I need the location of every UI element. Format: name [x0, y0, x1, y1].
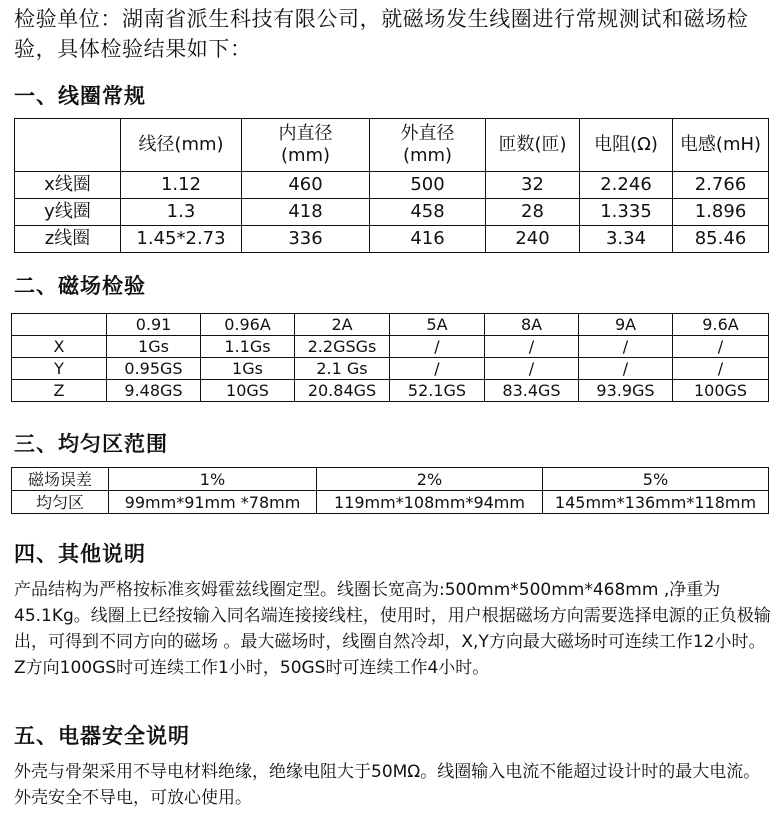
table-cell: 外直径 (mm)	[370, 119, 486, 172]
table-cell: 电阻(Ω)	[580, 119, 673, 172]
table-cell: 匝数(匝)	[486, 119, 580, 172]
table-cell: Y	[12, 358, 107, 380]
table-cell: 3.34	[580, 226, 673, 253]
table-cell: 93.9GS	[579, 380, 673, 402]
table-cell: Z	[12, 380, 107, 402]
table-cell: 9.6A	[673, 314, 769, 336]
table-cell: 内直径 (mm)	[242, 119, 370, 172]
table-cell: 8A	[485, 314, 579, 336]
table-cell: 240	[486, 226, 580, 253]
table-cell	[15, 119, 121, 172]
table-cell: 85.46	[673, 226, 769, 253]
table-cell: 均匀区	[12, 491, 109, 514]
table-cell: 336	[242, 226, 370, 253]
table-cell: 2%	[317, 468, 543, 491]
table-row	[12, 336, 769, 358]
section3-title: 三、均匀区范围	[14, 432, 168, 456]
table-row	[12, 380, 769, 402]
section5-text: 外壳与骨架采用不导电材料绝缘，绝缘电阻大于50MΩ。线圈输入电流不能超过设计时的最大电流。外壳安全不导电，可放心使用。	[14, 762, 761, 808]
section4-text: 产品结构为严格按标准亥姆霍兹线圈定型。线圈长宽高为:500mm*500mm*468mm ,净重为45.1Kg。线圈上已经按输入同名端连接接线柱，使用时，用户根据磁场方向需要选择电源的正负极输出，可得到不同方向的磁场 。最大磁场时，线圈自然冷却，X,Y方向最大磁场时可连续工作12小时。Z方向100GS时可连续工作1小时，50GS时可连续工作4小时。	[14, 580, 771, 678]
table-cell: 32	[486, 172, 580, 199]
table-header-row	[15, 119, 769, 172]
table-cell: 1.3	[121, 199, 242, 226]
table-cell: y线圈	[15, 199, 121, 226]
table-cell: 500	[370, 172, 486, 199]
section5-title: 五、电器安全说明	[14, 724, 190, 748]
table-row	[12, 491, 769, 514]
table-cell: /	[390, 336, 485, 358]
table-cell: /	[485, 358, 579, 380]
table-cell: 5%	[543, 468, 769, 491]
table-cell: 线径(mm)	[121, 119, 242, 172]
table-cell: z线圈	[15, 226, 121, 253]
table-cell: 10GS	[201, 380, 295, 402]
table-cell: 5A	[390, 314, 485, 336]
table-cell: 2A	[295, 314, 390, 336]
section2-title: 二、磁场检验	[14, 274, 146, 298]
table-cell: 0.96A	[201, 314, 295, 336]
table-cell: /	[579, 336, 673, 358]
uniform-region-table	[11, 467, 769, 514]
table-row	[15, 199, 769, 226]
table-cell: x线圈	[15, 172, 121, 199]
table-cell: 99mm*91mm *78mm	[109, 491, 317, 514]
table-cell: 1Gs	[201, 358, 295, 380]
table-cell: 9A	[579, 314, 673, 336]
table-cell: 52.1GS	[390, 380, 485, 402]
table-cell: 100GS	[673, 380, 769, 402]
table-cell: 1%	[109, 468, 317, 491]
table-row	[12, 358, 769, 380]
table-row	[15, 226, 769, 253]
table-cell: 20.84GS	[295, 380, 390, 402]
table-cell: X	[12, 336, 107, 358]
table-cell: 1.45*2.73	[121, 226, 242, 253]
magnetic-field-table	[11, 313, 769, 402]
table-cell: /	[390, 358, 485, 380]
table-cell: 2.1 Gs	[295, 358, 390, 380]
table-cell: 119mm*108mm*94mm	[317, 491, 543, 514]
table-cell: 2.2GSGs	[295, 336, 390, 358]
section4-title: 四、其他说明	[14, 542, 146, 566]
table-cell: 0.91	[107, 314, 201, 336]
table-cell: 2.766	[673, 172, 769, 199]
table-cell: /	[579, 358, 673, 380]
table-cell: 416	[370, 226, 486, 253]
coil-spec-table	[14, 118, 769, 253]
table-row	[15, 172, 769, 199]
table-cell: /	[485, 336, 579, 358]
table-cell: 9.48GS	[107, 380, 201, 402]
table-cell: 1.12	[121, 172, 242, 199]
table-cell: 1.896	[673, 199, 769, 226]
table-cell: 1Gs	[107, 336, 201, 358]
table-cell: 458	[370, 199, 486, 226]
table-cell: 1.1Gs	[201, 336, 295, 358]
table-cell: /	[673, 336, 769, 358]
table-cell	[12, 314, 107, 336]
intro-text: 检验单位：湖南省派生科技有限公司，就磁场发生线圈进行常规测试和磁场检验，具体检验结果如下：	[14, 7, 749, 61]
table-cell: 1.335	[580, 199, 673, 226]
table-cell: 460	[242, 172, 370, 199]
table-cell: 0.95GS	[107, 358, 201, 380]
table-cell: 83.4GS	[485, 380, 579, 402]
table-header-row	[12, 314, 769, 336]
table-cell: 2.246	[580, 172, 673, 199]
table-cell: 28	[486, 199, 580, 226]
table-header-row	[12, 468, 769, 491]
table-cell: 电感(mH)	[673, 119, 769, 172]
table-cell: 145mm*136mm*118mm	[543, 491, 769, 514]
table-cell: /	[673, 358, 769, 380]
table-cell: 磁场误差	[12, 468, 109, 491]
table-cell: 418	[242, 199, 370, 226]
section1-title: 一、线圈常规	[14, 84, 146, 108]
